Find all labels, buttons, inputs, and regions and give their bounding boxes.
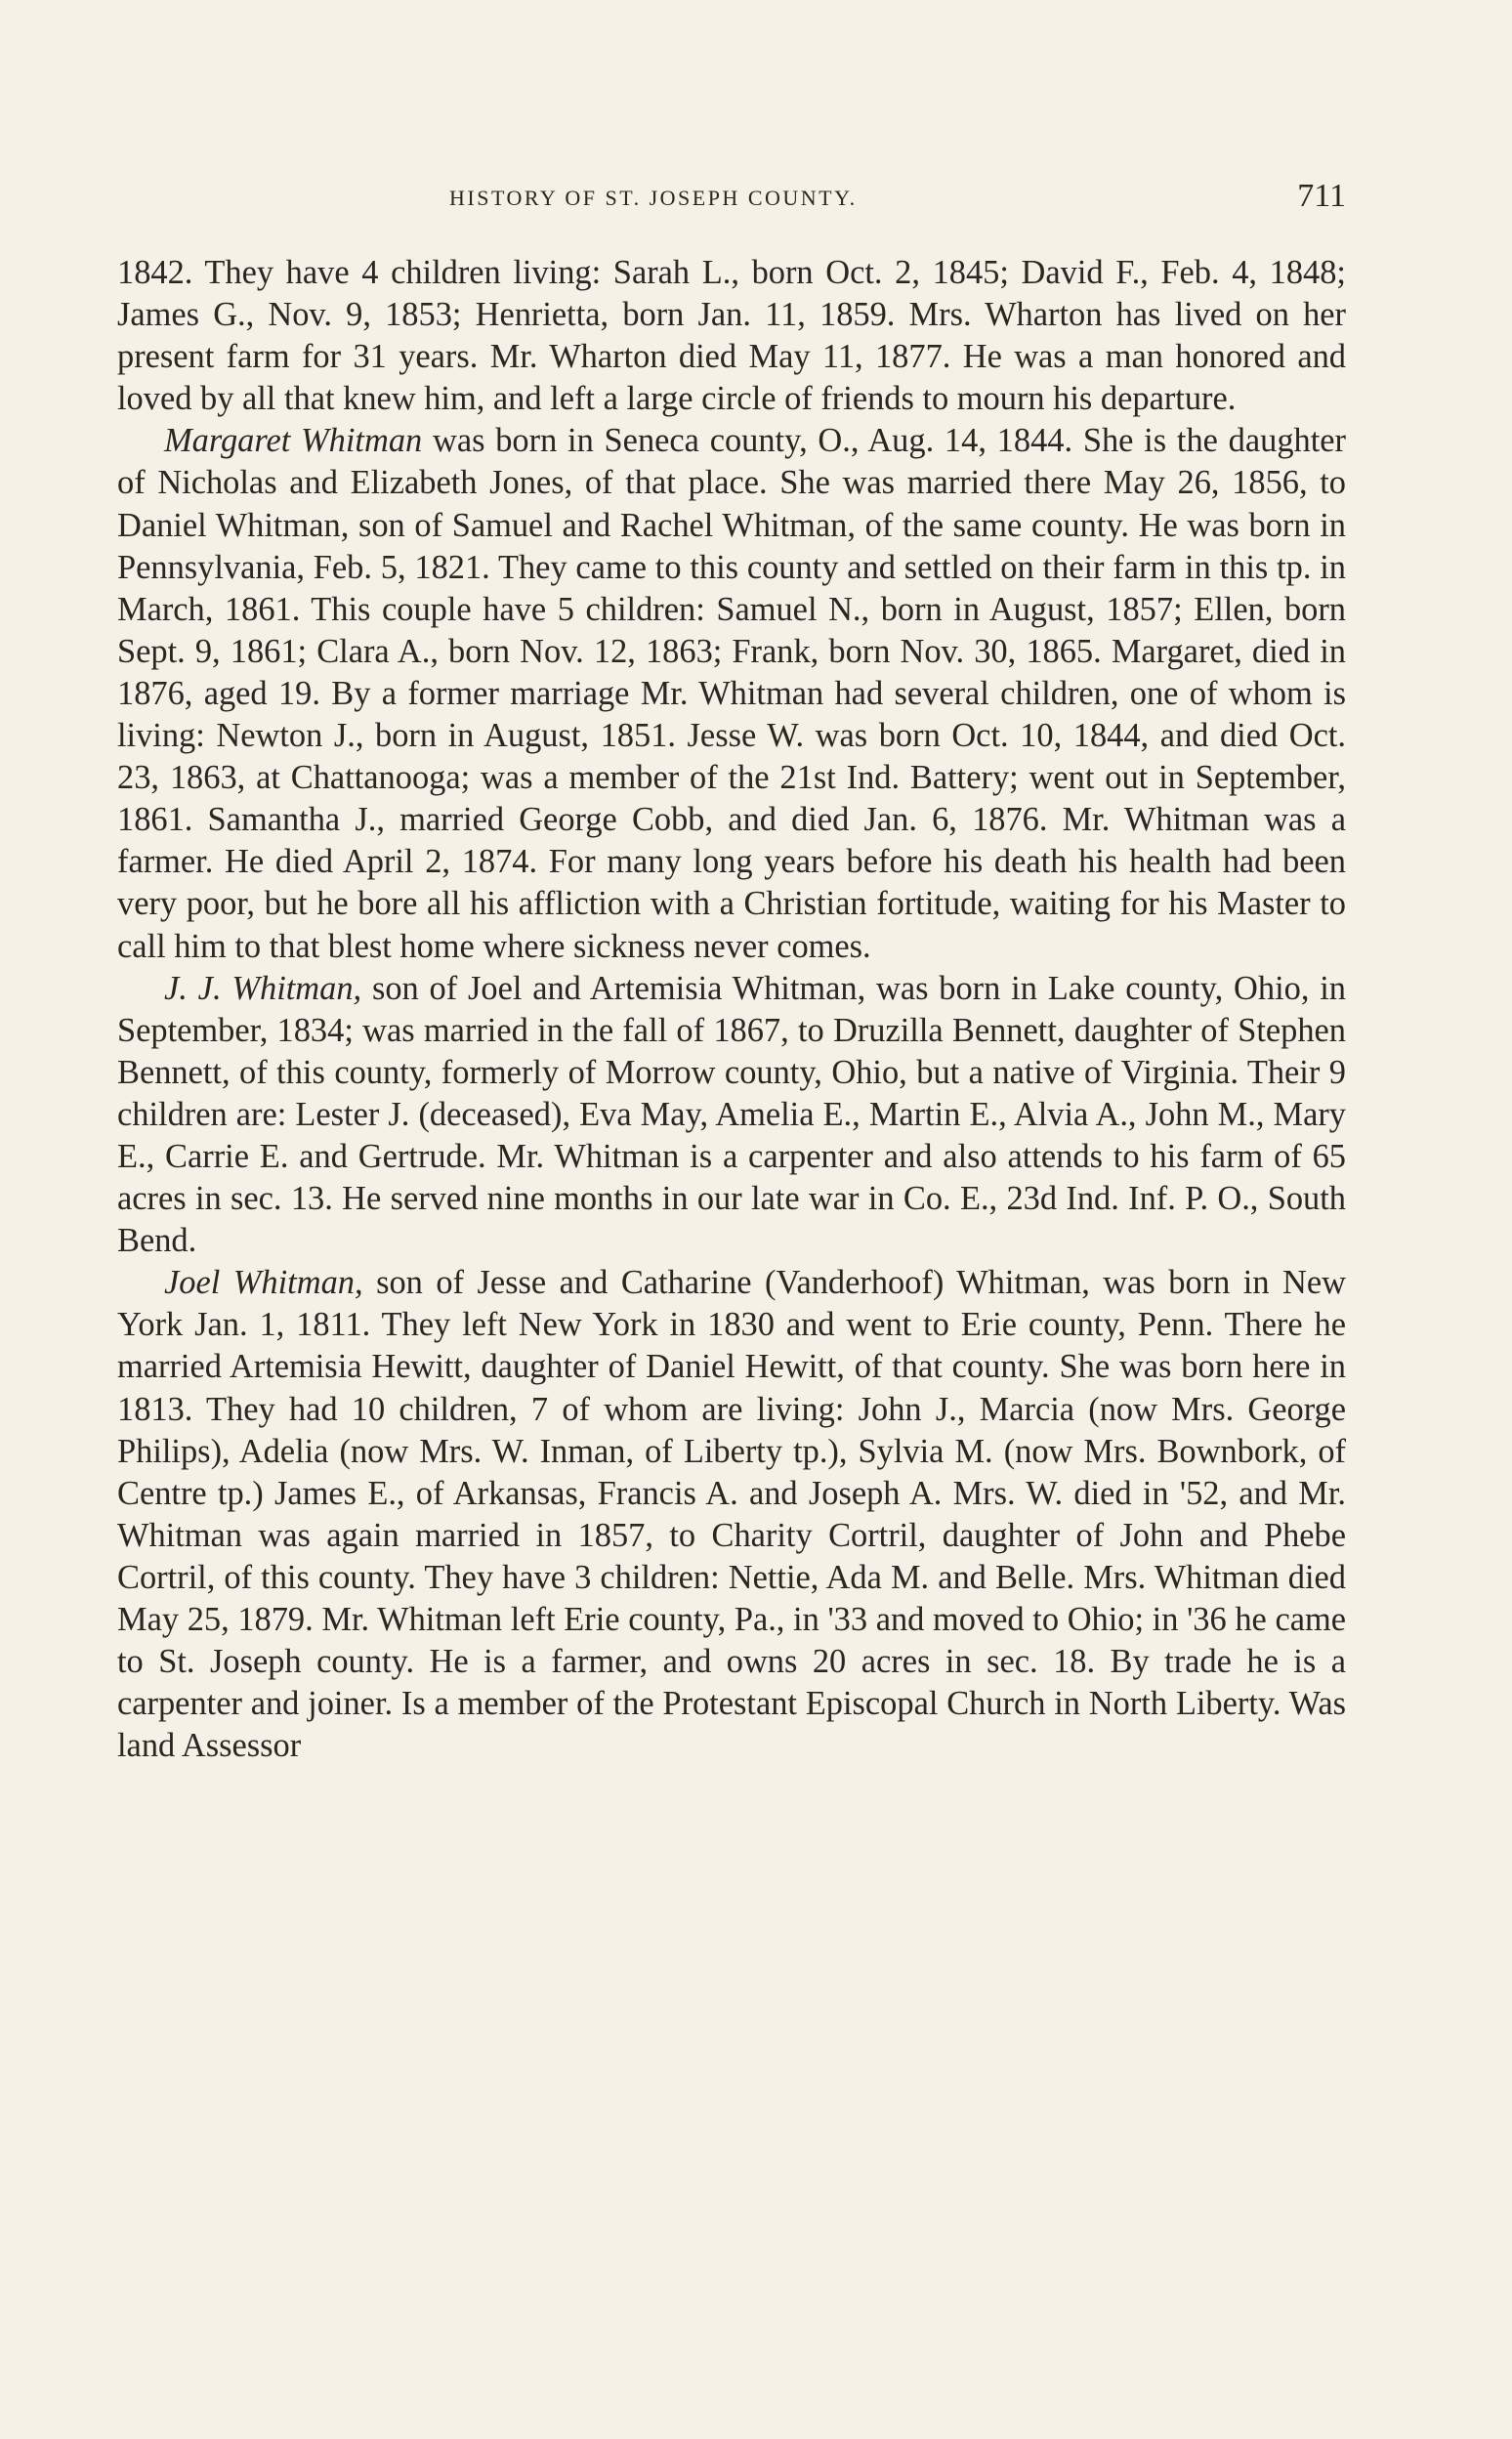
paragraph-wharton-continued [117,252,1346,420]
running-title: HISTORY OF ST. JOSEPH COUNTY. [449,186,858,210]
person-name: Joel Whitman, [164,1264,363,1302]
paragraph-text: son of Jesse and Catharine (Vanderhoof) Whitman, was born in New York Jan. 1, 1811. They left New York in 1830 and went to Erie county, Penn. There he married Artemisia Hewitt, daughter of Daniel Hewitt, of that county. She was born here in 1813. They had 10 children, 7 of whom are living: John J., Marcia (now Mrs. George Philips), Adelia (now Mrs. W. Inman, of Liberty tp.), Sylvia M. (now Mrs. Bownbork, of Centre tp.) James E., of Arkansas, Francis A. and Joseph A. Mrs. W. died in '52, and Mr. Whitman was again married in 1857, to Charity Cortril, daughter of John and Phebe Cortril, of this county. They have 3 children: Nettie, Ada M. and Belle. Mrs. Whitman died May 25, 1879. Mr. Whitman left Erie county, Pa., in '33 and moved to Ohio; in '36 he came to St. Joseph county. He is a farmer, and owns 20 acres in sec. 18. By trade he is a carpenter and joiner. Is a member of the Protestant Episcopal Church in North Liberty. Was land Assessor [117,1264,1346,1765]
body-text [117,252,1346,1767]
paragraph-margaret-whitman [117,420,1346,967]
paragraph-jj-whitman [117,968,1346,1263]
person-name: J. J. Whitman, [164,969,362,1007]
paragraph-text: was born in Seneca county, O., Aug. 14, 1844. She is the daughter of Nicholas and Elizabeth Jones, of that place. She was married there May 26, 1856, to Daniel Whitman, son of Samuel and Rachel Whitman, of the same county. He was born in Pennsylvania, Feb. 5, 1821. They came to this county and settled on their farm in this tp. in March, 1861. This couple have 5 children: Samuel N., born in August, 1857; Ellen, born Sept. 9, 1861; Clara A., born Nov. 12, 1863; Frank, born Nov. 30, 1865. Margaret, died in 1876, aged 19. By a former marriage Mr. Whitman had several children, one of whom is living: Newton J., born in August, 1851. Jesse W. was born Oct. 10, 1844, and died Oct. 23, 1863, at Chattanooga; was a member of the 21st Ind. Battery; went out in September, 1861. Samantha J., married George Cobb, and died Jan. 6, 1876. Mr. Whitman was a farmer. He died April 2, 1874. For many long years before his death his health had been very poor, but he bore all his affliction with a Christian fortitude, waiting for his Master to call him to that blest home where sickness never comes. [117,422,1346,965]
person-name: Margaret Whitman [164,422,423,460]
paragraph-joel-whitman [117,1262,1346,1767]
page-number: 711 [1297,178,1346,214]
paragraph-text: 1842. They have 4 children living: Sarah L., born Oct. 2, 1845; David F., Feb. 4, 1848; James G., Nov. 9, 1853; Henrietta, born Jan. 11, 1859. Mrs. Wharton has lived on her present farm for 31 years. Mr. Wharton died May 11, 1877. He was a man honored and loved by all that knew him, and left a large circle of friends to mourn his departure. [117,254,1346,418]
paragraph-text: son of Joel and Artemisia Whitman, was born in Lake county, Ohio, in September, 1834; was married in the fall of 1867, to Druzilla Bennett, daughter of Stephen Bennett, of this county, formerly of Morrow county, Ohio, but a native of Virginia. Their 9 children are: Lester J. (deceased), Eva May, Amelia E., Martin E., Alvia A., John M., Mary E., Carrie E. and Gertrude. Mr. Whitman is a carpenter and also attends to his farm of 65 acres in sec. 13. He served nine months in our late war in Co. E., 23d Ind. Inf. P. O., South Bend. [117,969,1346,1260]
running-head [117,178,1346,217]
